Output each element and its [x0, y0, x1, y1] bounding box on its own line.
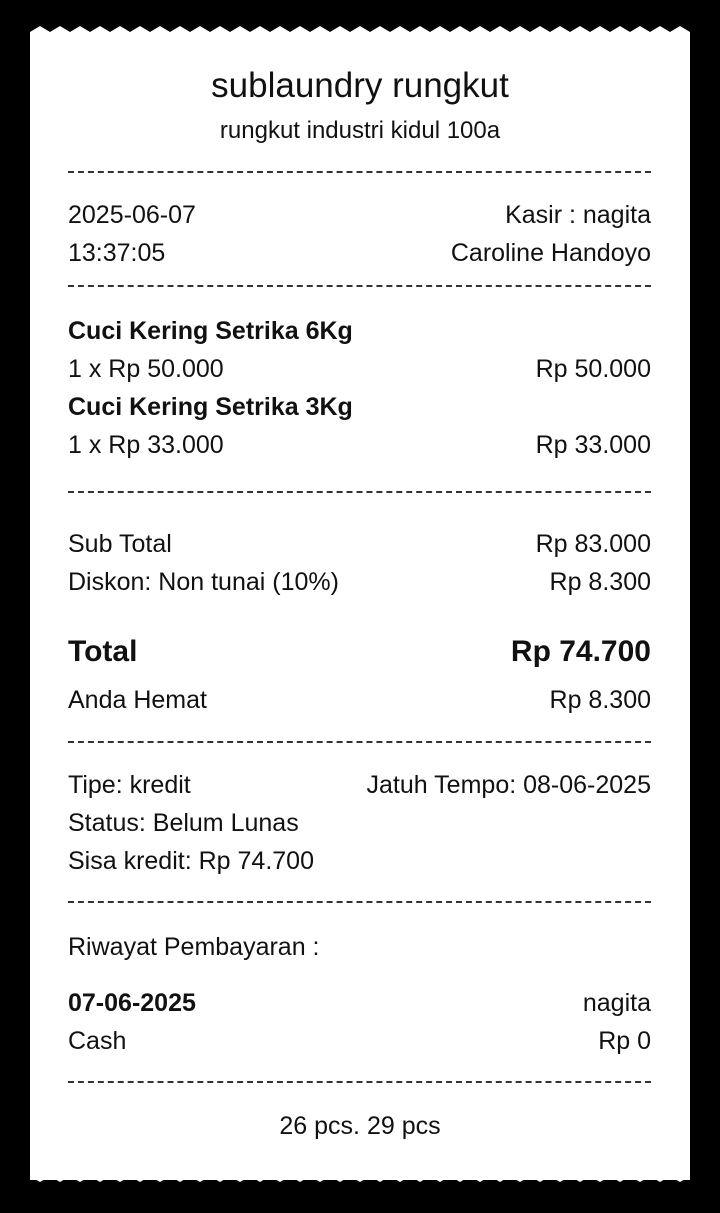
savings-row — [68, 684, 651, 716]
divider — [68, 491, 651, 493]
remaining-credit-row — [68, 845, 651, 877]
due-date: Jatuh Tempo: 08-06-2025 — [366, 771, 651, 799]
divider — [68, 741, 651, 743]
payment-type: Tipe: kredit — [68, 771, 191, 799]
payment-status-row — [68, 807, 651, 839]
meta-row-time — [68, 237, 651, 269]
subtotal-value: Rp 83.000 — [535, 530, 651, 558]
total-label: Total — [68, 635, 138, 668]
item-line — [68, 429, 651, 461]
payment-history-title-row — [68, 931, 651, 963]
receipt-bottom-edge — [30, 1170, 690, 1182]
meta-row-date — [68, 199, 651, 231]
history-date: 07-06-2025 — [68, 989, 196, 1017]
discount-row — [68, 566, 651, 598]
shop-address: rungkut industri kidul 100a — [219, 117, 501, 144]
payment-history-title: Riwayat Pembayaran : — [68, 933, 320, 961]
item-qty-price: 1 x Rp 50.000 — [68, 355, 224, 383]
history-entry-row — [68, 1025, 651, 1057]
history-entry-row — [68, 987, 651, 1019]
total-row — [68, 633, 651, 671]
item-name — [68, 391, 651, 423]
payment-status: Status: Belum Lunas — [68, 809, 299, 837]
history-amount: Rp 0 — [598, 1027, 651, 1055]
divider — [68, 285, 651, 287]
history-cashier: nagita — [582, 989, 651, 1017]
discount-label: Diskon: Non tunai (10%) — [68, 568, 339, 596]
cashier-name: Kasir : nagita — [505, 201, 651, 229]
item-name — [68, 315, 651, 347]
divider — [68, 1081, 651, 1083]
item-amount: Rp 50.000 — [535, 355, 651, 383]
item-name-label: Cuci Kering Setrika 6Kg — [68, 317, 353, 345]
shop-name: sublaundry rungkut — [211, 66, 509, 105]
transaction-time: 13:37:05 — [68, 239, 166, 267]
item-qty-price: 1 x Rp 33.000 — [68, 431, 224, 459]
savings-label: Anda Hemat — [68, 686, 207, 714]
receipt-top-edge — [30, 26, 690, 38]
remaining-credit: Sisa kredit: Rp 74.700 — [68, 847, 314, 875]
discount-value: Rp 8.300 — [549, 568, 651, 596]
item-amount: Rp 33.000 — [535, 431, 651, 459]
savings-value: Rp 8.300 — [549, 686, 651, 714]
payment-type-row — [68, 769, 651, 801]
divider — [68, 171, 651, 173]
subtotal-row — [68, 528, 651, 560]
pieces-count: 26 pcs. 29 pcs — [279, 1112, 441, 1140]
total-value: Rp 74.700 — [510, 635, 651, 668]
item-line — [68, 353, 651, 385]
history-method: Cash — [68, 1027, 127, 1055]
customer-name: Caroline Handoyo — [450, 239, 651, 267]
subtotal-label: Sub Total — [68, 530, 172, 558]
transaction-date: 2025-06-07 — [68, 201, 196, 229]
item-name-label: Cuci Kering Setrika 3Kg — [68, 393, 353, 421]
divider — [68, 901, 651, 903]
